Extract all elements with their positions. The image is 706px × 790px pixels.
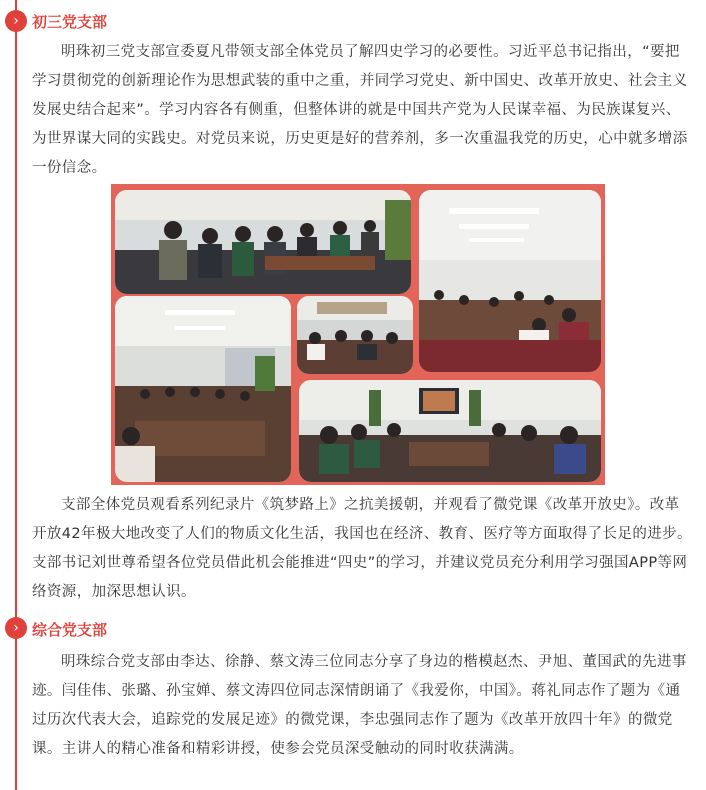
section-caption-grade3: 支部全体党员观看系列纪录片《筑梦路上》之抗美援朝，并观看了微党课《改革开放史》。改革开放42年极大地改变了人们的物质文化生活，我国也在经济、教育、医疗等方面取得了长足的进步。支部书记刘世尊希望各位党员借此机会能推进“四史”的学习，并建议党员充分利用学习强国APP等网络资源，加深思想认识。 bbox=[32, 497, 692, 600]
photo-meeting-sofa bbox=[115, 190, 411, 294]
chevron-right-icon: › bbox=[5, 10, 27, 32]
photo-discussion bbox=[297, 296, 413, 374]
section-title-grade3: 初三党支部 bbox=[32, 13, 108, 31]
section-title-general: 综合党支部 bbox=[32, 621, 108, 639]
photo-collage bbox=[111, 184, 605, 485]
photo-long-table bbox=[115, 296, 291, 482]
section-paragraph-general: 明珠综合党支部由李达、徐静、蔡文涛三位同志分享了身边的楷模赵杰、尹旭、董国武的先进事迹。闫佳伟、张璐、孙宝婵、蔡文涛四位同志深情朗诵了《我爱你，中国》。蒋礼同志作了题为《通过历次代表大会，追踪党的发展足迹》的微党课，李忠强同志作了题为《改革开放四十年》的微党课。主讲人的精心准备和精彩讲授，使参会党员深受触动的同时收获满满。 bbox=[32, 654, 687, 757]
timeline-line bbox=[15, 0, 17, 790]
photo-meeting-room bbox=[419, 190, 601, 372]
chevron-right-icon: › bbox=[5, 617, 27, 639]
photo-tv-room bbox=[299, 380, 601, 482]
section-paragraph-grade3: 明珠初三党支部宣委夏凡带领支部全体党员了解四史学习的必要性。习近平总书记指出，“要把学习贯彻党的创新理论作为思想武装的重中之重，并同学习党史、新中国史、改革开放史、社会主义发展史结合起来”。学习内容各有侧重，但整体讲的就是中国共产党为人民谋幸福、为民族谋复兴、为世界谋大同的实践史。对党员来说，历史更是好的营养剂，多一次重温我党的历史，心中就多增添一份信念。 bbox=[32, 44, 688, 176]
